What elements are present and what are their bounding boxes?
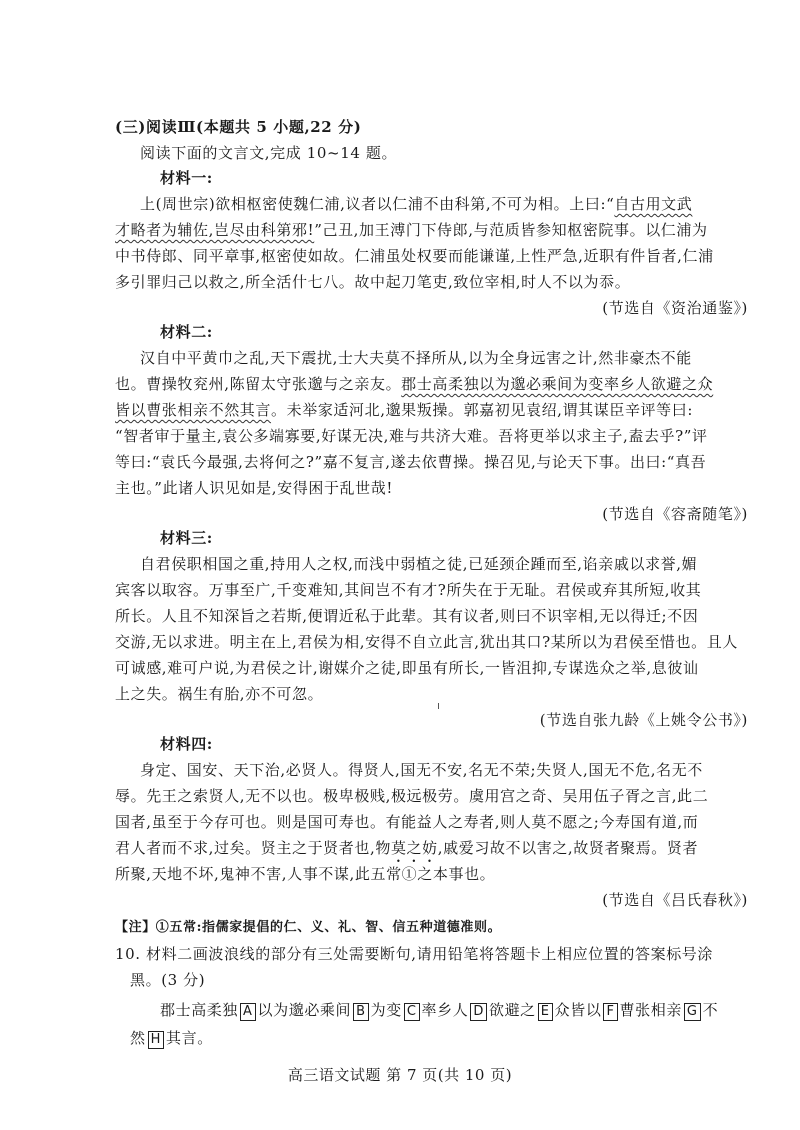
option-text: 曹张相亲 [619,1001,682,1019]
answer-marker-A[interactable]: A [240,1003,256,1021]
material-3-line: 自君侯职相国之重,持用人之权,而浅中弱植之徒,已延颈企踵而至,谄亲戚以求誉,媚 [140,555,698,573]
material-4-line: 所聚,天地不坏,鬼神不害,人事不谋,此五常①之本事也。 [115,865,496,883]
material-3-line: 宾客以取容。万事至广,千变难知,其间岂不有才?所失在于无耻。君侯或弃其所短,收其 [115,581,702,599]
wavy-text: 才略者为辅佐,岂尽由科第邪! [115,221,315,239]
option-text: 郡士高柔独 [160,1001,239,1019]
material-4-source: (节选自《吕氏春秋》) [602,891,748,909]
option-text: 为变 [370,1001,402,1019]
option-text: 不 [702,1001,719,1019]
text-run: ,戚爱习故不以害之,故贤者聚焉。贤者 [437,839,699,857]
material-3-source: (节选自张九龄《上姚令公书》) [539,711,748,729]
option-text: 率乡人 [421,1001,469,1019]
dotted-text: 莫之妨 [390,839,438,857]
page-footer: 高三语文试题 第 7 页(共 10 页) [287,1066,513,1084]
wavy-text: 郡士高柔独以为邈必乘间为变率乡人欲避之众 [401,375,714,393]
scan-mark [438,703,439,709]
material-1-line: 中书侍郎、同平章事,枢密使如故。仁浦虽处权要而能谦谨,上性严急,近职有件旨者,仁浦 [115,247,714,265]
material-3-line: 所长。人且不知深旨之若斯,便谓近私于此辈。其有议者,则曰不识宰相,无以得迁;不因 [115,607,699,625]
material-4-label: 材料四: [160,735,213,753]
material-1-line: 多引罪归己以救之,所全活什七八。故中起刀笔吏,致位宰相,时人不以为忝。 [115,273,631,291]
text-run: 上(周世宗)欲相枢密使魏仁浦,议者以仁浦不由科第,不可为相。上曰:“ [140,195,615,213]
material-3-label: 材料三: [160,529,213,547]
material-1-line [115,220,708,240]
material-3-line: 可诚感,难可户说,为君侯之计,谢媒介之徒,即虽有所长,一皆沮抑,专谋选众之举,息彼讪 [115,659,699,677]
material-4-line [115,838,698,866]
material-4-line: 辱。先王之索贤人,无不以也。极卑极贱,极远极劳。虞用宫之奇、吴用伍子胥之言,此二 [115,787,709,805]
text-run: 然 [130,1029,146,1047]
text-run: 其言。 [166,1029,213,1047]
section-instruction: 阅读下面的文言文,完成 10~14 题。 [140,144,398,162]
material-2-line [115,400,693,420]
material-2-line: “智者审于量主,袁公多端寡要,好谋无决,难与共济大难。吾将更举以求主子,盍去乎?”评 [115,427,708,445]
answer-marker-D[interactable]: D [470,1003,487,1021]
wavy-text: 皆以曹张相亲不然其言 [115,401,272,419]
question-10-line: 10. 材料二画波浪线的部分有三处需要断句,请用铅笔将答题卡上相应位置的答案标号涂 [115,945,713,963]
answer-marker-F[interactable]: F [603,1003,617,1021]
material-1-source: (节选自《资治通鉴》) [602,299,748,317]
question-10-options-end [130,1028,213,1049]
material-3-line: 交游,无以求进。明主在上,君侯为相,安得不自立此言,犹出其口?某所以为君侯至惜也。且人 [115,633,738,651]
answer-marker-E[interactable]: E [538,1003,553,1021]
material-2-label: 材料二: [160,323,213,341]
option-text: 众皆以 [554,1001,602,1019]
material-2-source: (节选自《容斋随笔》) [602,505,748,523]
material-4-line: 国者,虽至于今存可也。则是国可寿也。有能益人之寿者,则人莫不愿之;今寿国有道,而 [115,813,699,831]
material-2-line [115,374,713,394]
material-2-line: 汉自中平黄巾之乱,天下震扰,士大夫莫不择所从,以为全身远害之计,然非豪杰不能 [140,349,692,367]
question-10-options [160,1000,718,1021]
material-3-line: 上之失。祸生有胎,亦不可忽。 [115,685,324,703]
option-text: 以为邈必乘间 [257,1001,352,1019]
footnote: 【注】①五常:指儒家提倡的仁、义、礼、智、信五种道德准则。 [115,920,502,935]
answer-marker-G[interactable]: G [684,1003,701,1021]
material-1-line [140,194,692,214]
question-10-line: 黑。(3 分) [130,971,206,989]
text-run: 也。曹操牧兖州,陈留太守张邈与之亲友。 [115,375,402,393]
material-4-line: 身定、国安、天下治,必贤人。得贤人,国无不安,名无不荣;失贤人,国无不危,名无不 [140,761,703,779]
answer-marker-B[interactable]: B [353,1003,369,1021]
text-run: 。未举家适河北,邈果叛操。郭嘉初见袁绍,谓其谋臣辛评等曰: [271,401,694,419]
answer-marker-H[interactable]: H [148,1031,164,1049]
section-heading: (三)阅读Ⅲ(本题共 5 小题,22 分) [115,118,362,136]
text-run: 君人者而不求,过矣。贤主之于贤者也,物 [115,839,391,857]
material-2-line: 等曰:“袁氏今最强,去将何之?”嘉不复言,遂去依曹操。操召见,与论天下事。出曰:“真吾 [115,453,707,471]
answer-marker-C[interactable]: C [404,1003,420,1021]
text-run: ”己丑,加王溥门下侍郎,与范质皆参知枢密院事。以仁浦为 [314,221,708,239]
option-text: 欲避之 [488,1001,536,1019]
material-1-label: 材料一: [160,169,213,187]
wavy-text: 自古用文武 [614,195,693,213]
material-2-line: 主也。”此诸人识见如是,安得困于乱世哉! [115,479,393,497]
